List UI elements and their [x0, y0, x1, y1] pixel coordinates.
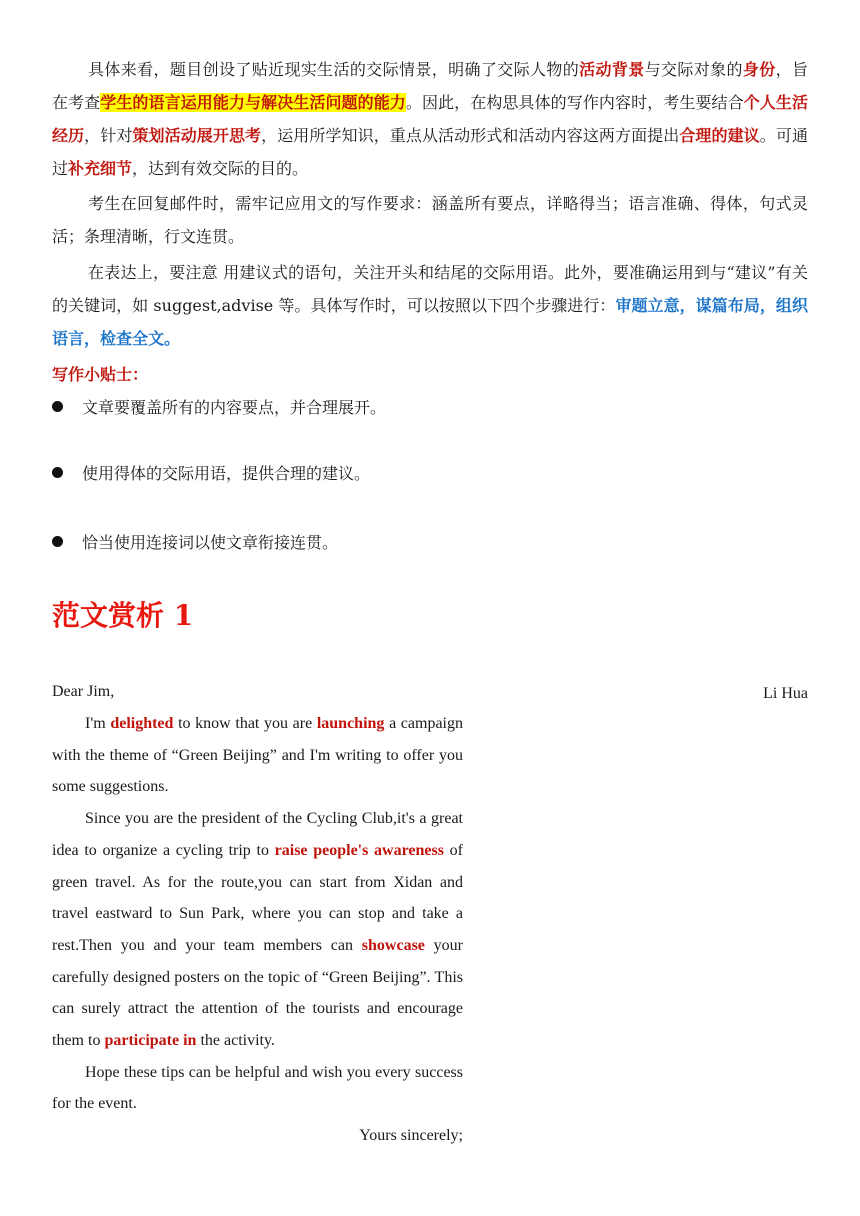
text: 。可通过 — [52, 126, 808, 178]
text: 在表达上，要注意 用建议式的语句，关注开头和结尾的交际用语。此外，要准确运用到与“建议”有关的关键词，如 suggest,advise 等。具体写作时，可以按照以下四个步骤进行： — [52, 263, 808, 315]
text: I'm — [85, 715, 111, 732]
tip-text: 文章要覆盖所有的内容要点，并合理展开。 — [82, 398, 387, 417]
text: ，运用所学知识，重点从活动形式和活动内容这两方面提出 — [261, 126, 680, 145]
letter-paragraph-1 — [52, 708, 463, 803]
keyword: 身份 — [742, 60, 776, 79]
text: Since you are the president of the Cycling Club,it's a great idea to organize a cycling trip to — [52, 810, 463, 859]
tip-text: 恰当使用连接词以使文章衔接连贯。 — [82, 533, 339, 552]
text: to know that you are — [173, 715, 317, 732]
tips-title: 写作小贴士： — [52, 365, 149, 384]
letter-signature: Li Hua — [763, 685, 808, 702]
letter-closing: Yours sincerely; — [359, 1127, 463, 1145]
analysis-paragraph-1 — [52, 53, 808, 185]
keyword: delighted — [110, 715, 174, 732]
text: ，达到有效交际的目的。 — [132, 159, 309, 178]
text: 。因此，在构思具体的写作内容时，考生要结合 — [405, 93, 744, 112]
text: of green travel. As for the route,you can start from Xidan and travel eastward to Sun Park, where you can stop and take a rest.Then you and your team members can — [52, 841, 464, 954]
section-title: 范文赏析 1 — [52, 599, 194, 632]
bullet-icon — [52, 467, 63, 478]
tip-item — [52, 391, 386, 424]
keyword: participate in — [104, 1032, 197, 1050]
tip-item — [52, 526, 338, 559]
keyword: 合理的建议 — [679, 126, 760, 145]
text: the activity. — [196, 1032, 275, 1050]
text: your carefully designed posters on the topic of “Green Beijing”. This can surely attract the attention of the tourists and encourage them to — [52, 936, 463, 1050]
analysis-paragraph-2: 考生在回复邮件时，需牢记应用文的写作要求：涵盖所有要点，详略得当；语言准确、得体，句式灵活；条理清晰，行文连贯。 — [52, 194, 808, 246]
bullet-icon — [52, 536, 63, 547]
keyword: raise people's awareness — [274, 841, 444, 859]
letter-paragraph-3: Hope these tips can be helpful and wish you every success for the event. — [52, 1063, 463, 1113]
text: ，针对 — [84, 126, 133, 145]
keyword: 策划活动展开思考 — [132, 126, 262, 145]
keyword: 活动背景 — [579, 60, 645, 79]
text: ，旨在考查 — [52, 60, 808, 112]
letter-body — [52, 708, 463, 1152]
keyword: showcase — [361, 936, 425, 954]
text: 与交际对象的 — [644, 60, 743, 79]
tip-item — [52, 457, 370, 490]
highlighted-keyword: 学生的语言运用能力与解决生活问题的能力 — [100, 93, 406, 112]
tip-text: 使用得体的交际用语，提供合理的建议。 — [82, 464, 371, 483]
keyword: 个人生活经历 — [52, 93, 808, 145]
writing-steps: 审题立意，谋篇布局，组织语言，检查全文。 — [52, 296, 808, 348]
text: 具体来看，题目创设了贴近现实生活的交际情景，明确了交际人物的 — [88, 60, 580, 79]
letter-greeting: Dear Jim, — [52, 683, 115, 700]
keyword: launching — [316, 715, 385, 732]
analysis-paragraph-3 — [52, 256, 808, 355]
text: a campaign with the theme of “Green Beijing” and I'm writing to offer you some suggestions. — [52, 715, 464, 796]
keyword: 补充细节 — [68, 159, 133, 178]
letter-paragraph-2 — [52, 803, 463, 1057]
bullet-icon — [52, 401, 63, 412]
